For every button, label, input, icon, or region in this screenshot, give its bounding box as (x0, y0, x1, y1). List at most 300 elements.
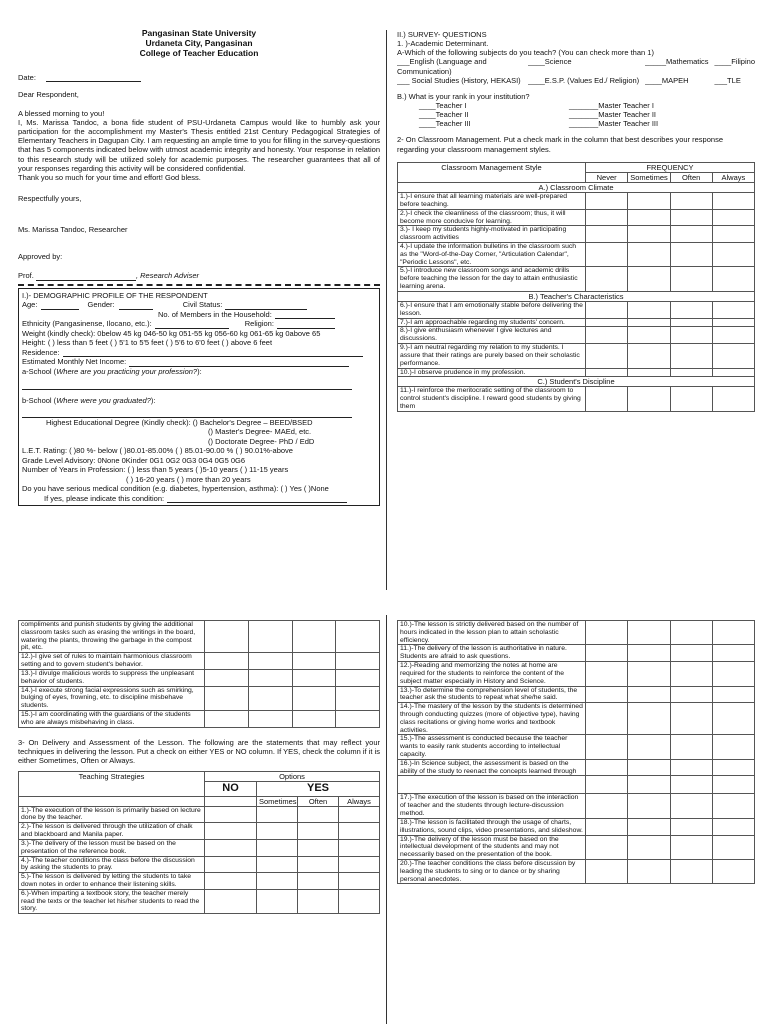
statement-text: 16.)-In Science subject, the assessment is based on the ability of the study to reenact the concepts learned through (398, 759, 586, 776)
check-cell[interactable] (586, 703, 628, 735)
check-cell[interactable] (670, 794, 712, 818)
demo-row-school-a (22, 367, 376, 377)
table-row (398, 387, 755, 411)
demo-row-income (22, 357, 376, 367)
check-cell[interactable] (205, 710, 249, 727)
table-row (19, 823, 380, 840)
statement-text: 2.)-I check the cleanliness of the classroom; thus, it will become more conducive for learning. (398, 209, 586, 226)
check-cell[interactable] (292, 686, 336, 710)
statement-text: 12.)-I give set of rules to maintain harmonious classroom setting and to govern student's behavior. (19, 653, 205, 670)
check-cell[interactable] (712, 193, 754, 210)
check-cell[interactable] (670, 209, 712, 226)
income-label: Estimated Monthly Net Income: (22, 357, 127, 367)
section-title: A.) Classroom Climate (398, 182, 755, 192)
check-cell[interactable] (712, 835, 754, 859)
rank-option[interactable]: _______Master Teacher II (569, 110, 657, 120)
check-cell[interactable] (205, 621, 249, 653)
religion-field[interactable] (277, 321, 335, 329)
medical-if-label: If yes, please indicate this condition: (44, 493, 165, 503)
document-header (18, 28, 380, 59)
check-cell[interactable] (586, 662, 628, 686)
section-row (398, 377, 755, 387)
gender-label: Gender: (87, 300, 115, 310)
check-cell[interactable] (712, 226, 754, 243)
table-row (19, 806, 380, 823)
check-cell[interactable] (628, 318, 670, 327)
salutation: Dear Respondent, (18, 89, 79, 99)
table-row (19, 873, 380, 890)
section-title: C.) Student's Discipline (398, 377, 755, 387)
check-cell[interactable] (628, 209, 670, 226)
table-row (398, 662, 755, 686)
check-cell[interactable] (205, 686, 249, 710)
check-cell[interactable] (298, 806, 339, 823)
table-row (398, 242, 755, 266)
check-cell[interactable] (586, 327, 628, 344)
check-cell[interactable] (205, 806, 257, 823)
delivery-table (18, 771, 380, 914)
table-row (19, 710, 380, 727)
statement-text: 13.)-To determine the comprehension level of students, the teacher ask the students to repeat what she/he said. (398, 686, 586, 703)
check-cell[interactable] (670, 318, 712, 327)
subject-option[interactable]: ___English (Language and Communication) (397, 57, 487, 76)
check-cell[interactable] (205, 823, 257, 840)
civil-field[interactable] (225, 302, 307, 310)
check-cell[interactable] (628, 818, 670, 835)
check-cell[interactable] (712, 368, 754, 377)
check-cell[interactable] (628, 267, 670, 291)
page-delivery (18, 620, 380, 1024)
adviser-label: , Research Adviser (135, 271, 200, 281)
check-cell[interactable] (712, 818, 754, 835)
check-cell[interactable] (586, 645, 628, 662)
school-b-field[interactable] (22, 410, 352, 418)
check-cell[interactable] (339, 823, 380, 840)
demo-row-educ1[interactable]: Highest Educational Degree (Kindly check): () Bachelor's Degree – BEED/BSED (46, 417, 313, 427)
check-cell[interactable] (670, 621, 712, 645)
check-cell[interactable] (339, 889, 380, 913)
check-cell[interactable] (670, 387, 712, 411)
check-cell[interactable] (628, 387, 670, 411)
date-label: Date: (18, 72, 36, 82)
check-cell[interactable] (336, 669, 380, 686)
check-cell[interactable] (670, 662, 712, 686)
check-cell[interactable] (670, 645, 712, 662)
col-header-no: NO (205, 782, 257, 796)
check-cell[interactable] (712, 686, 754, 703)
statement-text: 7.)-I am approachable regarding my students' concern. (398, 318, 586, 327)
check-cell[interactable] (339, 873, 380, 890)
subject-option[interactable]: ____Science (528, 57, 572, 67)
page-letter (18, 28, 380, 576)
table-row (398, 835, 755, 859)
demographic-box (18, 288, 380, 507)
check-cell[interactable] (257, 856, 298, 873)
demo-row-residence (22, 348, 376, 358)
check-cell[interactable] (336, 653, 380, 670)
check-cell[interactable] (586, 242, 628, 266)
check-cell[interactable] (670, 703, 712, 735)
demo-row-years[interactable]: Number of Years in Profession: ( ) less than 5 years ( )5-10 years ( ) 11-15 years (22, 465, 289, 475)
members-field[interactable] (275, 311, 335, 319)
demo-row-years2[interactable]: ( ) 16-20 years ( ) more than 20 years (126, 474, 251, 484)
researcher-name: Ms. Marissa Tandoc, Researcher (18, 225, 128, 235)
statement-text: 11.)-I reinforce the meritocratic setting of the classroom to control student's discipline. I reward good students by giving them (398, 387, 586, 411)
survey-qb: B.) What is your rank in your institution? (397, 91, 530, 101)
medical-field[interactable] (167, 495, 347, 503)
statement-text: 12.)-Reading and memorizing the notes at home are required for the students to reinforce the content of the subject matter especially in History and Science. (398, 662, 586, 686)
check-cell[interactable] (586, 193, 628, 210)
closing: Respectfully yours, (18, 193, 82, 203)
check-cell[interactable] (586, 621, 628, 645)
date-field[interactable] (46, 74, 141, 82)
check-cell[interactable] (586, 368, 628, 377)
demo-row-school-b (22, 396, 376, 406)
check-cell[interactable] (205, 669, 249, 686)
table-row (398, 193, 755, 210)
demo-row-let[interactable]: L.E.T. Rating: ( )80 %- below ( )80.01-85.00% ( ) 85.01-90.00 % ( ) 90.01%-above (22, 446, 293, 456)
demo-row-educ2[interactable]: () Master's Degree- MAEd, etc. (208, 427, 312, 437)
check-cell[interactable] (205, 889, 257, 913)
check-cell[interactable] (248, 686, 292, 710)
check-cell[interactable] (712, 344, 754, 368)
check-cell[interactable] (628, 759, 670, 776)
check-cell[interactable] (586, 387, 628, 411)
check-cell[interactable] (298, 873, 339, 890)
check-cell[interactable] (712, 759, 754, 776)
check-cell[interactable] (712, 242, 754, 266)
check-cell[interactable] (628, 859, 670, 883)
table-row (398, 302, 755, 319)
table-row (398, 794, 755, 818)
check-cell[interactable] (336, 621, 380, 653)
check-cell[interactable] (257, 823, 298, 840)
ethnicity-label: Ethnicity (Pangasinense, Ilocano, etc.): (22, 319, 152, 329)
check-cell[interactable] (670, 226, 712, 243)
school-b-end: ): (150, 396, 156, 406)
rank-option[interactable]: ____Teacher I (419, 100, 467, 110)
col-header-blank (19, 796, 205, 806)
demo-row-medical-if (22, 494, 376, 504)
check-cell[interactable] (298, 823, 339, 840)
check-cell[interactable] (628, 621, 670, 645)
check-cell[interactable] (257, 806, 298, 823)
check-cell[interactable] (670, 818, 712, 835)
check-cell[interactable] (670, 193, 712, 210)
page-survey (397, 30, 755, 576)
check-cell[interactable] (586, 344, 628, 368)
check-cell[interactable] (670, 835, 712, 859)
school-b-label: b-School ( (22, 396, 57, 406)
statement-text: 3.)-The delivery of the lesson must be based on the presentation of the reference book. (19, 839, 205, 856)
ethnicity-field[interactable] (155, 321, 229, 329)
rank-option[interactable]: ____Teacher III (419, 119, 471, 129)
subject-option[interactable]: ___TLE (714, 75, 741, 85)
check-cell[interactable] (670, 242, 712, 266)
statement-text: 15.)-The assessment is conducted because the teacher wants to easily rank students according to intellectual capacity. (398, 735, 586, 759)
letter-thanks: Thank you so much for your time and effort! God bless. (18, 172, 201, 182)
check-cell[interactable] (298, 889, 339, 913)
age-label: Age: (22, 300, 38, 310)
demo-row-medical[interactable]: Do you have serious medical condition (e.g. diabetes, hypertension, asthma): ( ) Yes ( )None (22, 484, 329, 494)
demo-title: I.)- DEMOGRAPHIC PROFILE OF THE RESPONDENT (22, 290, 208, 300)
col-header-frequency: FREQUENCY (586, 162, 755, 172)
check-cell[interactable] (586, 794, 628, 818)
table-row (398, 818, 755, 835)
check-cell[interactable] (586, 776, 628, 794)
check-cell[interactable] (298, 856, 339, 873)
check-cell[interactable] (205, 856, 257, 873)
check-cell[interactable] (298, 839, 339, 856)
demo-row-members (22, 310, 376, 320)
school-a-field[interactable] (22, 382, 352, 390)
page-delivery-cont (397, 620, 755, 1024)
statement-text: 10.)-The lesson is strictly delivered based on the number of hours indicated in the lesson plan to attain scholastic efficiency. (398, 621, 586, 645)
check-cell[interactable] (586, 226, 628, 243)
statement-text: 17.)-The execution of the lesson is based on the interaction of teacher and the students through lecture-discussion method. (398, 794, 586, 818)
age-field[interactable] (41, 302, 79, 310)
check-cell[interactable] (670, 735, 712, 759)
check-cell[interactable] (712, 662, 754, 686)
check-cell[interactable] (628, 776, 670, 794)
check-cell[interactable] (586, 686, 628, 703)
school-a-end: ): (197, 366, 202, 376)
statement-text: 9.)-I am neutral regarding my relation to my students. I assure that their ratings are purely based on their scholastic performance. (398, 344, 586, 368)
statement-text: 4.)-I update the information bulletins in the classroom such as the "Word-of-the-Day Corner, "Articulation Calendar", "Periodic Lessons", etc. (398, 242, 586, 266)
column-divider (386, 615, 387, 1024)
check-cell[interactable] (712, 327, 754, 344)
check-cell[interactable] (628, 368, 670, 377)
classroom-management-table-cont (18, 620, 380, 728)
table-row (19, 621, 380, 653)
check-cell[interactable] (248, 669, 292, 686)
check-cell[interactable] (628, 686, 670, 703)
check-cell[interactable] (292, 653, 336, 670)
statement-text: 3.)- I keep my students highly-motivated in participating classroom activities (398, 226, 586, 243)
check-cell[interactable] (257, 889, 298, 913)
table-row (398, 267, 755, 291)
check-cell[interactable] (628, 835, 670, 859)
statement-text: 1.)-I ensure that all learning materials are well-prepared before teaching. (398, 193, 586, 210)
subject-option[interactable]: _____Mathematics (645, 57, 709, 67)
demo-row-age (22, 300, 376, 310)
col-header-always: Always (339, 796, 380, 806)
check-cell[interactable] (628, 645, 670, 662)
check-cell[interactable] (712, 267, 754, 291)
statement-text: compliments and punish students by giving the additional classroom tasks such as erasing the writings in the board, watering the plants, throwing the garbage in the compost pit, etc. (19, 621, 205, 653)
adviser-field[interactable] (36, 273, 136, 281)
statement-text: 4.)-The teacher conditions the class before the discussion by asking the students to pray. (19, 856, 205, 873)
prof-label: Prof. (18, 271, 34, 281)
check-cell[interactable] (205, 873, 257, 890)
check-cell[interactable] (339, 856, 380, 873)
date-line (18, 73, 380, 82)
subject-option[interactable]: ____E.S.P. (Values Ed./ Religion) (528, 75, 640, 85)
table-row (398, 318, 755, 327)
income-field[interactable] (129, 359, 349, 367)
check-cell[interactable] (670, 759, 712, 776)
check-cell[interactable] (336, 710, 380, 727)
check-cell[interactable] (712, 703, 754, 735)
check-cell[interactable] (628, 735, 670, 759)
table-row (398, 859, 755, 883)
survey-qa: A-Which of the following subjects do you teach? (You can check more than 1) (397, 48, 654, 58)
demo-row-grade[interactable]: Grade Level Advisory: 0None 0Kinder 0G1 0G2 0G3 0G4 0G5 0G6 (22, 455, 246, 465)
table-row (398, 759, 755, 776)
check-cell[interactable] (339, 806, 380, 823)
table-row (19, 889, 380, 913)
check-cell[interactable] (670, 344, 712, 368)
statement-text: 5.)-The lesson is delivered by letting the students to take down notes in order to enhance their listening skills. (19, 873, 205, 890)
check-cell[interactable] (628, 662, 670, 686)
cut-line (18, 284, 380, 286)
section-title: B.) Teacher's Characteristics (398, 291, 755, 301)
statement-text: 14.)-The mastery of the lesson by the students is determined through conducting quizzes (more of objective type), having class recitations or giving home works and textbook activities. (398, 703, 586, 735)
check-cell[interactable] (205, 839, 257, 856)
check-cell[interactable] (628, 703, 670, 735)
statement-text: 6.)-I ensure that I am emotionally stable before delivering the lesson. (398, 302, 586, 319)
survey-q2: 2- On Classroom Management. Put a check mark in the column that best describes your response regarding your classroom management styles. (397, 135, 723, 154)
check-cell[interactable] (712, 776, 754, 794)
members-label: No. of Members in the Household: (158, 309, 272, 319)
check-cell[interactable] (712, 645, 754, 662)
subject-option[interactable]: ____Filipino (714, 57, 755, 67)
table-row (398, 703, 755, 735)
check-cell[interactable] (292, 710, 336, 727)
statement-text: 14.)-I execute strong facial expressions such as smirking, bulging of eyes, frowning, etc. to discipline misbehave students. (19, 686, 205, 710)
check-cell[interactable] (670, 368, 712, 377)
statement-text (398, 776, 586, 794)
table-row (398, 686, 755, 703)
civil-label: Civil Status: (182, 300, 223, 310)
section-row (398, 182, 755, 192)
rank-option[interactable]: _______Master Teacher I (569, 100, 654, 110)
table-row (398, 776, 755, 794)
school-a-label: a-School ( (22, 366, 57, 376)
check-cell[interactable] (586, 859, 628, 883)
school-a-question: Where are you practicing your profession? (56, 366, 198, 376)
statement-text: 1.)-The execution of the lesson is primarily based on lecture done by the teacher. (19, 806, 205, 823)
demo-row-weight[interactable]: Weight (kindly check): 0below 45 kg 046-50 kg 051-55 kg 056-60 kg 061-65 kg 0above 65 (22, 328, 321, 338)
table-row (19, 669, 380, 686)
check-cell[interactable] (205, 653, 249, 670)
subject-options (397, 57, 755, 84)
survey-q1: 1. )-Academic Determinant. (397, 39, 489, 49)
check-cell[interactable] (292, 669, 336, 686)
check-cell[interactable] (712, 209, 754, 226)
statement-text: 11.)-The delivery of the lesson is authoritative in nature. Students are afraid to ask questions. (398, 645, 586, 662)
table-row (398, 735, 755, 759)
statement-text: 6.)-When imparting a textbook story, the teacher merely read the texts or the teacher let his/her students to read the story. (19, 889, 205, 913)
letter-body: I, Ms. Marissa Tandoc, a bona fide student of PSU-Urdaneta Campus would like to humbly ask your participation for the accomplishment my Master's Thesis entitled 21st Century Pedagogical Strategies of Elementary Teachers in Dagupan City. I am requesting an ample time to you for filling in the survey-questions that has 5 components indicated below with utmost academic integrity and honesty. Your response in relation to this research study will be utilized solely for academic purposes. The researcher guarantees that all of your responses regarding this activity will be considered confidential. (18, 117, 380, 173)
check-cell[interactable] (670, 776, 712, 794)
check-cell[interactable] (670, 267, 712, 291)
check-cell[interactable] (586, 735, 628, 759)
statement-text: 15.)-I am coordinating with the guardians of the students who are always misbehaving in class. (19, 710, 205, 727)
check-cell[interactable] (670, 302, 712, 319)
check-cell[interactable] (712, 318, 754, 327)
demo-row-educ3[interactable]: () Doctorate Degree- PhD / EdD (208, 436, 315, 446)
rank-options (419, 101, 755, 128)
check-cell[interactable] (712, 302, 754, 319)
column-divider (386, 30, 387, 590)
check-cell[interactable] (628, 327, 670, 344)
check-cell[interactable] (628, 794, 670, 818)
table-row (398, 344, 755, 368)
subject-option[interactable]: ____MAPEH (645, 75, 689, 85)
check-cell[interactable] (586, 318, 628, 327)
approved-by: Approved by: (18, 252, 63, 262)
religion-label: Religion: (244, 319, 274, 329)
rank-option[interactable]: _______Master Teacher III (569, 119, 659, 129)
col-header-often: Often (670, 172, 712, 182)
gender-field[interactable] (119, 302, 153, 310)
statement-text: 5.)-I introduce new classroom songs and academic drills before teaching the lesson for the day to attain enthusiastic learning arena. (398, 267, 586, 291)
check-cell[interactable] (712, 387, 754, 411)
col-header-strategies: Teaching Strategies (19, 771, 205, 796)
check-cell[interactable] (257, 873, 298, 890)
table-row (19, 653, 380, 670)
section-row (398, 291, 755, 301)
subject-option[interactable]: ___ Social Studies (History, HEKASI) (397, 75, 521, 85)
demo-row-height[interactable]: Height: ( ) less than 5 feet ( ) 5'1 to 5'5 feet ( ) 5'6 to 6'0 feet ( ) above 6 feet (22, 338, 273, 348)
check-cell[interactable] (670, 859, 712, 883)
table-row (398, 368, 755, 377)
check-cell[interactable] (257, 839, 298, 856)
statement-text: 18.)-The lesson is facilitated through the usage of charts, illustrations, sound clips, video presentations, and slideshow. (398, 818, 586, 835)
check-cell[interactable] (586, 209, 628, 226)
check-cell[interactable] (712, 621, 754, 645)
check-cell[interactable] (292, 621, 336, 653)
col-header-options: Options (205, 771, 380, 781)
check-cell[interactable] (628, 302, 670, 319)
check-cell[interactable] (336, 686, 380, 710)
check-cell[interactable] (670, 327, 712, 344)
check-cell[interactable] (712, 794, 754, 818)
check-cell[interactable] (586, 818, 628, 835)
check-cell[interactable] (628, 344, 670, 368)
campus-name: Urdaneta City, Pangasinan (145, 38, 253, 49)
check-cell[interactable] (248, 653, 292, 670)
statement-text: 19.)-The delivery of the lesson must be based on the intellectual development of the students and may not necessarily based on the presentation of the book. (398, 835, 586, 859)
delivery-intro: 3- On Delivery and Assessment of the Lesson. The following are the statements that may reflect your techniques in delivering the lesson. Put a check on either YES or NO column. If YES, check the column if it is either Sometimes, Often or Always. (18, 737, 380, 765)
check-cell[interactable] (628, 226, 670, 243)
check-cell[interactable] (712, 859, 754, 883)
check-cell[interactable] (628, 193, 670, 210)
check-cell[interactable] (670, 686, 712, 703)
table-row (19, 839, 380, 856)
check-cell[interactable] (712, 735, 754, 759)
check-cell[interactable] (586, 759, 628, 776)
school-b-question: Where were you graduated? (56, 396, 151, 406)
rank-option[interactable]: ____Teacher II (419, 110, 469, 120)
check-cell[interactable] (586, 835, 628, 859)
check-cell[interactable] (248, 621, 292, 653)
check-cell[interactable] (586, 302, 628, 319)
table-row (398, 621, 755, 645)
check-cell[interactable] (586, 267, 628, 291)
check-cell[interactable] (248, 710, 292, 727)
residence-field[interactable] (63, 349, 363, 357)
col-header-often: Often (298, 796, 339, 806)
check-cell[interactable] (628, 242, 670, 266)
adviser-line (18, 271, 380, 280)
check-cell[interactable] (339, 839, 380, 856)
col-header-never: Never (586, 172, 628, 182)
delivery-table-cont (397, 620, 755, 884)
statement-text: 10.)-I observe prudence in my profession. (398, 368, 586, 377)
table-row (19, 686, 380, 710)
